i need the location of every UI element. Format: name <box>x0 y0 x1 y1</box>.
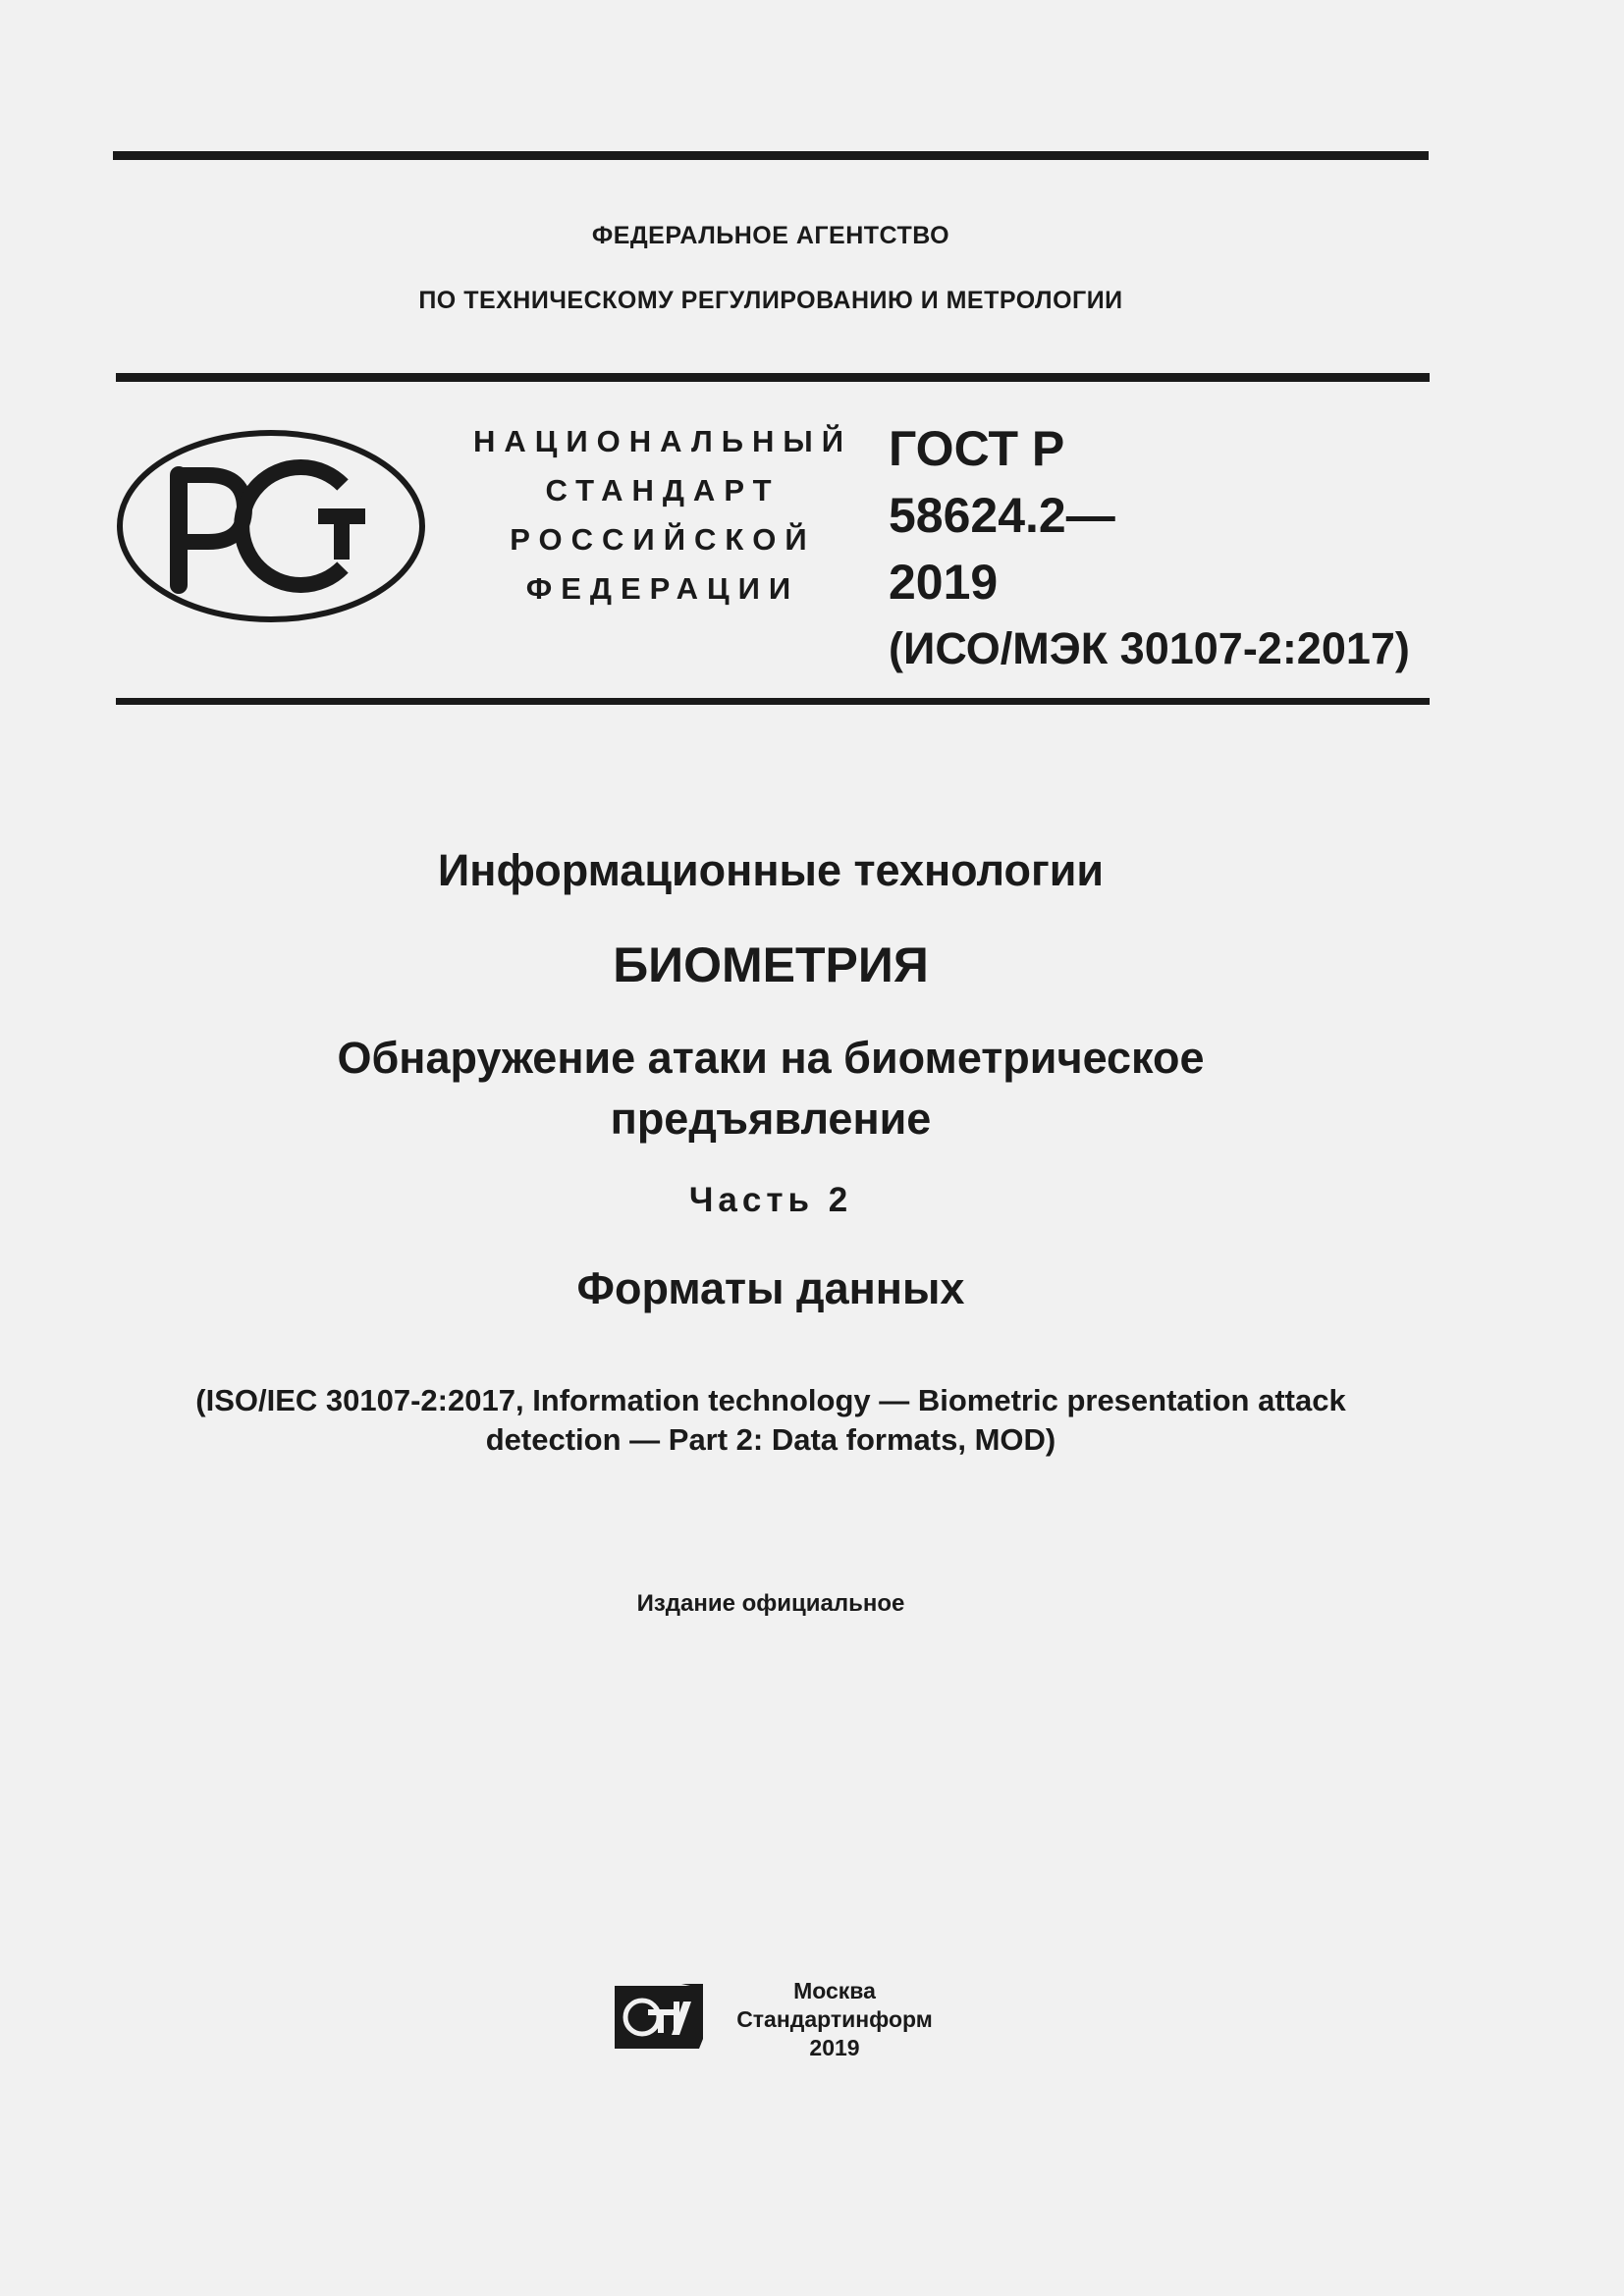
gost-designation-line-2: 58624.2— <box>889 488 1115 543</box>
top-rule <box>113 151 1429 160</box>
designation-rule <box>116 698 1430 705</box>
publisher-year: 2019 <box>809 2035 860 2060</box>
standard-type-line-4: ФЕДЕРАЦИИ <box>525 571 800 606</box>
title-part-name: Форматы данных <box>576 1263 965 1313</box>
gost-designation-line-3: 2019 <box>889 555 999 610</box>
gost-designation-line-1: ГОСТ Р <box>889 421 1065 476</box>
title-topic: Информационные технологии <box>437 845 1105 895</box>
publisher-city: Москва <box>793 1978 876 2003</box>
publisher-name: Стандартинформ <box>736 2006 933 2032</box>
agency-line-2: ПО ТЕХНИЧЕСКОМУ РЕГУЛИРОВАНИЮ И МЕТРОЛОГИИ <box>418 287 1123 314</box>
english-reference-line-2: detection — Part 2: Data formats, MOD) <box>485 1422 1056 1457</box>
standard-type-line-2: СТАНДАРТ <box>545 473 781 507</box>
standard-type-line-3: РОССИЙСКОЙ <box>510 522 816 557</box>
header-rule <box>116 373 1430 382</box>
standard-type-line-1: НАЦИОНАЛЬНЫЙ <box>472 424 853 458</box>
title-main: БИОМЕТРИЯ <box>613 937 929 992</box>
title-sub-line-1: Обнаружение атаки на биометрическое <box>337 1033 1205 1083</box>
edition-label: Издание официальное <box>636 1590 905 1617</box>
standartinform-logo-icon <box>613 1980 705 2053</box>
agency-line-1: ФЕДЕРАЛЬНОЕ АГЕНТСТВО <box>591 222 950 249</box>
title-part: Часть 2 <box>688 1181 853 1219</box>
publisher-block <box>727 1977 943 2062</box>
rst-certification-mark-icon <box>115 428 427 624</box>
iso-designation: (ИСО/МЭК 30107-2:2017) <box>889 623 1410 673</box>
english-reference-line-1: (ISO/IEC 30107-2:2017, Information technology — Biometric presentation attack <box>195 1383 1346 1417</box>
title-sub-line-2: предъявление <box>610 1094 932 1144</box>
